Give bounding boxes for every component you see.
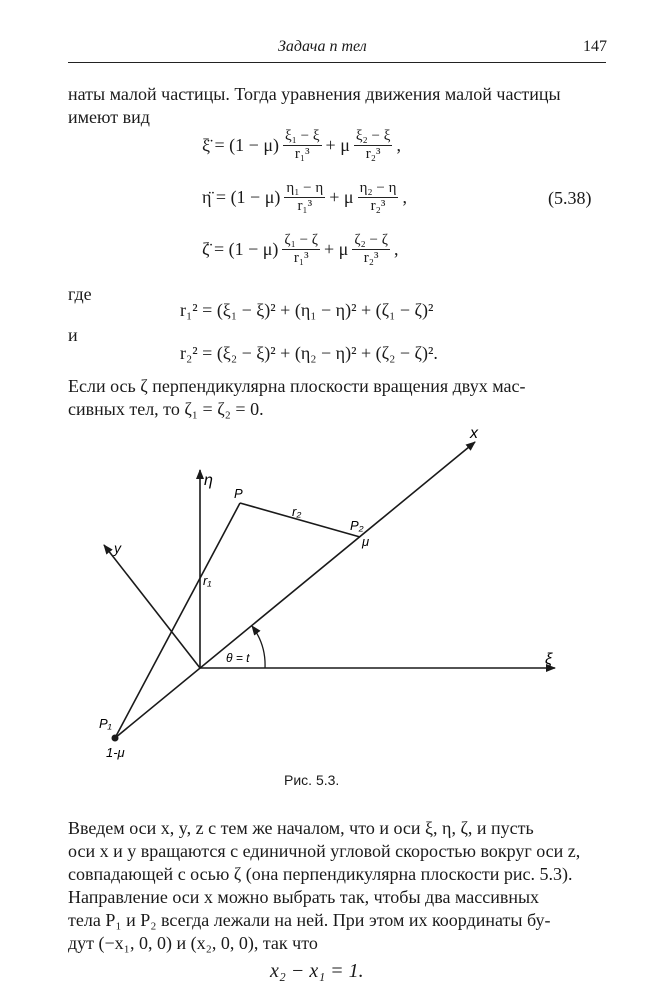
eq-eta-mid: + μ [329, 187, 354, 207]
para2-line1: Если ось ζ перпендикулярна плоскости вращения двух мас- [68, 376, 526, 396]
eq-zeta-lhs: ζ̈ = (1 − μ) [202, 239, 279, 259]
para3-line1: Введем оси x, y, z с тем же началом, что и оси ξ, η, ζ, и пусть [68, 818, 534, 838]
eq-eta-frac2 [358, 180, 399, 215]
label-one-minus-mu: 1-μ [106, 745, 125, 760]
eq-eta-num2: η₂ − η [359, 180, 397, 196]
label-p: P [234, 486, 243, 501]
where-word: где [68, 284, 92, 304]
equation-zeta [202, 232, 398, 267]
x-axis [115, 442, 475, 738]
eq-eta-lhs: η̈ = (1 − μ) [202, 187, 281, 207]
para3-line6: дут (−x₁, 0, 0) и (x₂, 0, 0), так что [68, 933, 318, 953]
eq-zeta-frac1 [282, 232, 320, 267]
eq-xi-den1: r₁³ [294, 146, 310, 162]
para2-line2: сивных тел, то ζ₁ = ζ₂ = 0. [68, 399, 264, 419]
eq-zeta-num2: ζ₂ − ζ [354, 232, 388, 248]
para3-line3: совпадающей с осью ζ (она перпендикулярна плоскости рис. 5.3). [68, 864, 573, 884]
eq-xi-frac2 [354, 128, 393, 163]
running-header-title: Задача п тел [278, 38, 367, 55]
eq-zeta-den1: r₁³ [293, 250, 309, 266]
eq-xi-lhs: ξ̈ = (1 − μ) [202, 135, 279, 155]
final-equation: x₂ − x₁ = 1. [270, 960, 364, 982]
r1-segment [115, 503, 240, 738]
eq-xi-den2: r₂³ [365, 146, 381, 162]
eq-eta-frac1 [284, 180, 325, 215]
eq-xi-frac1 [283, 128, 322, 163]
r1-equation: r₁² = (ξ₁ − ξ)² + (η₁ − η)² + (ζ₁ − ζ)² [180, 300, 434, 320]
and-word: и [68, 325, 78, 345]
label-p2: P₂ [350, 518, 364, 533]
eq-zeta-mid: + μ [324, 239, 349, 259]
eq-xi-mid: + μ [325, 135, 350, 155]
figure-5-3 [0, 420, 650, 770]
eq-xi-num1: ξ₁ − ξ [284, 128, 320, 144]
eq-zeta-den2: r₂³ [363, 250, 379, 266]
label-x: x [470, 425, 478, 442]
eq-eta-den2: r₂³ [370, 198, 386, 214]
eq-xi-num2: ξ₂ − ξ [355, 128, 391, 144]
eq-eta-den1: r₁³ [297, 198, 313, 214]
label-eta: η [204, 472, 213, 489]
page-number: 147 [583, 38, 607, 55]
eq-eta-num1: η₁ − η [286, 180, 324, 196]
label-xi: ξ [545, 651, 553, 668]
eq-eta-end: , [402, 187, 407, 207]
para1-line2: имеют вид [68, 107, 150, 127]
label-r2: r₂ [292, 504, 302, 519]
eq-zeta-frac2 [352, 232, 390, 267]
p1-point [112, 735, 119, 742]
eq-zeta-end: , [393, 239, 399, 259]
header-rule [68, 62, 606, 63]
para3-line2: оси x и y вращаются с единичной угловой скоростью вокруг оси z, [68, 841, 581, 861]
theta-arc [252, 626, 265, 668]
para1-line1: наты малой частицы. Тогда уравнения движения малой частицы [68, 84, 561, 104]
para3-line5: тела P₁ и P₂ всегда лежали на ней. При этом их координаты бу- [68, 910, 551, 930]
label-r1: r₁ [203, 573, 212, 588]
label-mu: μ [362, 534, 370, 549]
label-y: y [114, 540, 121, 556]
label-theta: θ = t [226, 651, 250, 665]
figure-caption: Рис. 5.3. [284, 772, 340, 788]
equation-number: (5.38) [548, 188, 592, 208]
eq-zeta-num1: ζ₁ − ζ [284, 232, 319, 248]
equation-eta [202, 180, 407, 215]
eq-xi-end: , [396, 135, 401, 155]
label-p1: P₁ [99, 716, 112, 731]
equation-xi [202, 128, 401, 163]
r2-equation: r₂² = (ξ₂ − ξ)² + (η₂ − η)² + (ζ₂ − ζ)². [180, 343, 438, 363]
para3-line4: Направление оси x можно выбрать так, чтобы два массивных [68, 887, 540, 907]
